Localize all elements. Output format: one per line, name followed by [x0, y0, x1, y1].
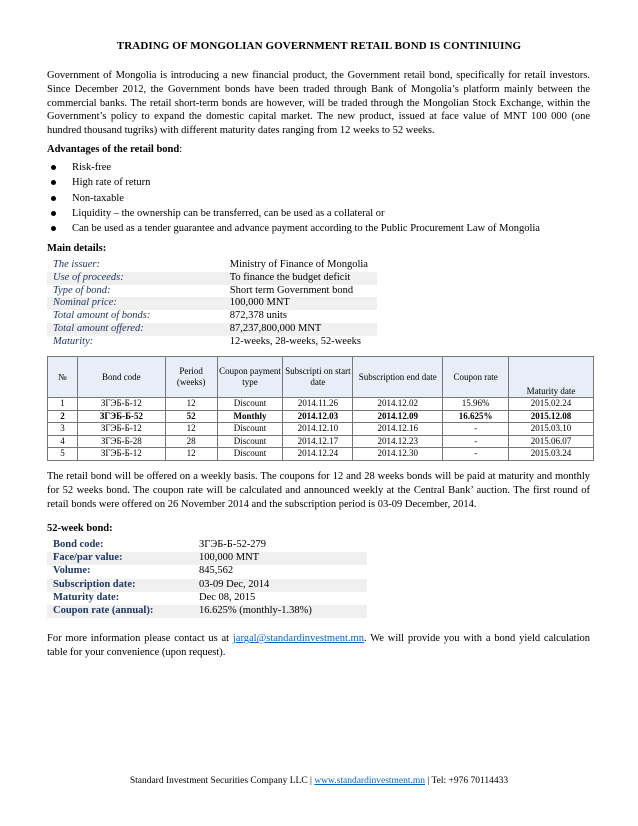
detail-value: Dec 08, 2015: [199, 591, 256, 603]
table-cell: 16.625%: [443, 410, 509, 423]
table-cell: 3: [48, 423, 78, 436]
detail-label: Nominal price:: [53, 297, 117, 309]
page-title: TRADING OF MONGOLIAN GOVERNMENT RETAIL BOND IS CONTINIUING: [116, 40, 522, 52]
table-cell: ЗГЭБ-Б-52: [77, 410, 165, 423]
detail-row: [47, 285, 377, 298]
advantages-list: [47, 160, 607, 236]
detail-label: Maturity date:: [53, 591, 120, 603]
table-row: [48, 398, 594, 411]
detail-value: Ministry of Finance of Mongolia: [229, 259, 368, 270]
table-cell: ЗГЭБ-Б-12: [77, 448, 165, 461]
main-details-heading: Main details:: [47, 243, 107, 254]
detail-row: [47, 272, 377, 285]
table-cell: 52: [165, 410, 217, 423]
table-cell: 2: [48, 410, 78, 423]
detail-label: Type of bond:: [53, 284, 111, 296]
list-item-text: Non-taxable: [72, 192, 124, 204]
detail-value: 12-weeks, 28-weeks, 52-weeks: [229, 335, 361, 347]
table-cell: 2014.12.17: [283, 435, 353, 448]
offering-paragraph: The retail bond will be offered on a weekly basis. The coupons for 12 and 28 weeks bonds will be paid at maturity and monthly for 52 weeks bond. The coupon rate will be calculated and announced weekly at the Central Bank’ auction. The first round of retail bonds were offered on 26 November 2014 and the subscription period is 03-09 December, 2014.: [47, 471, 590, 510]
detail-label: Subscription date:: [53, 578, 136, 590]
detail-value: 100,000 MNT: [199, 552, 260, 564]
table-row: [48, 423, 594, 436]
bond-table: [47, 356, 594, 461]
week52-heading: 52-week bond:: [47, 523, 113, 534]
detail-row: [47, 579, 367, 592]
detail-value: ЗГЭБ-Б-52-279: [199, 539, 267, 550]
list-item: [47, 160, 607, 175]
detail-value: To finance the budget deficit: [229, 271, 351, 283]
table-row: [48, 435, 594, 448]
contact-paragraph: [47, 632, 590, 660]
detail-label: The issuer:: [53, 259, 100, 270]
detail-row: [47, 539, 367, 552]
table-cell: -: [443, 435, 509, 448]
detail-row: [47, 323, 377, 336]
table-cell: Discount: [217, 448, 283, 461]
list-item: [47, 206, 607, 221]
footer-phone: Tel: +976 70114433: [431, 776, 509, 786]
table-cell: 15.96%: [443, 398, 509, 411]
detail-value: 845,562: [199, 565, 234, 577]
table-cell: ЗГЭБ-Б-28: [77, 435, 165, 448]
column-header-maturity-date: Maturity date: [509, 357, 594, 398]
table-cell: Discount: [217, 398, 283, 411]
advantages-heading: [47, 144, 182, 155]
advantages-heading-text: Advantages of the retail bond: [47, 144, 180, 155]
advantages-heading-colon: :: [179, 144, 183, 155]
table-cell: ЗГЭБ-Б-12: [77, 423, 165, 436]
detail-label: Volume:: [53, 565, 91, 577]
detail-row: [47, 552, 367, 565]
table-row: [48, 410, 594, 423]
table-cell: 2014.12.03: [283, 410, 353, 423]
table-cell: -: [443, 448, 509, 461]
detail-value: 100,000 MNT: [229, 297, 290, 309]
table-cell: 2015.03.24: [509, 448, 594, 461]
list-item-text: High rate of return: [72, 177, 151, 189]
footer-separator: |: [307, 776, 315, 786]
detail-label: Coupon rate (annual):: [53, 604, 154, 616]
detail-label: Use of proceeds:: [53, 271, 124, 283]
bullet-icon: [51, 211, 56, 216]
detail-row: [47, 592, 367, 605]
table-cell: 2014.12.23: [353, 435, 443, 448]
table-cell: 2014.12.10: [283, 423, 353, 436]
bullet-icon: [51, 226, 56, 231]
table-cell: 2015.02.24: [509, 398, 594, 411]
detail-value: 03-09 Dec, 2014: [199, 578, 270, 590]
footer-company: Standard Investment Securities Company LLC: [129, 776, 308, 786]
detail-label: Total amount offered:: [53, 322, 144, 334]
table-cell: 12: [165, 423, 217, 436]
column-header-number: №: [48, 357, 78, 398]
list-item-text: Can be used as a tender guarantee and advance payment according to the Public Procurement Law of Mongolia: [72, 223, 540, 235]
detail-label: Bond code:: [53, 539, 104, 550]
table-cell: 4: [48, 435, 78, 448]
table-cell: 2014.12.24: [283, 448, 353, 461]
detail-row: [47, 297, 377, 310]
detail-label: Total amount of bonds:: [53, 310, 151, 322]
bullet-icon: [51, 180, 56, 185]
main-details-list: [47, 259, 377, 349]
contact-text-after: . We will provide you with a bond yield calculation table for your convenience (upon request).: [47, 633, 590, 658]
detail-value: 16.625% (monthly-1.38%): [199, 604, 312, 616]
column-header-bond-code: Bond code: [77, 357, 165, 398]
page-footer: [0, 776, 638, 786]
list-item: [47, 175, 607, 190]
intro-paragraph: Government of Mongolia is introducing a new financial product, the Government retail bond, specifically for retail investors. Since December 2012, the Government bonds have been traded through Bank of Mongolia’s platform mainly between the commercial banks. The retail short-term bonds are however, will be traded through the Mongolian Stock Exchange, within the Government’s policy to expand the domestic capital market. The new product, issued at face value of MNT 100 000 (one hundred thousand tugriks) with different maturity dates ranging from 12 weeks to 52 weeks.: [47, 70, 590, 137]
table-header-row: [48, 357, 594, 398]
detail-row: [47, 565, 367, 578]
list-item-text: Risk-free: [72, 162, 112, 173]
table-cell: 2015.03.10: [509, 423, 594, 436]
table-cell: 12: [165, 448, 217, 461]
column-header-end-date: Subscription end date: [353, 357, 443, 398]
contact-text-before: For more information please contact us at: [47, 633, 233, 644]
table-cell: 2014.12.30: [353, 448, 443, 461]
detail-row: [47, 259, 377, 272]
table-cell: 12: [165, 398, 217, 411]
detail-row: [47, 336, 377, 349]
detail-value: 87,237,800,000 MNT: [229, 322, 322, 334]
table-cell: 5: [48, 448, 78, 461]
list-item: [47, 191, 607, 206]
table-cell: 2015.06.07: [509, 435, 594, 448]
table-cell: 2015.12.08: [509, 410, 594, 423]
list-item-text: Liquidity – the ownership can be transferred, can be used as a collateral or: [72, 207, 385, 219]
column-header-period: Period (weeks): [165, 357, 217, 398]
table-cell: ЗГЭБ-Б-12: [77, 398, 165, 411]
detail-value: Short term Government bond: [229, 284, 354, 296]
detail-row: [47, 310, 377, 323]
table-cell: 2014.12.16: [353, 423, 443, 436]
detail-value: 872,378 units: [229, 310, 287, 322]
table-row: [48, 448, 594, 461]
footer-separator: |: [425, 776, 432, 786]
table-cell: 2014.11.26: [283, 398, 353, 411]
table-cell: Discount: [217, 435, 283, 448]
footer-website-link[interactable]: www.standardinvestment.mn: [314, 776, 426, 786]
table-cell: Monthly: [217, 410, 283, 423]
detail-row: [47, 605, 367, 618]
column-header-coupon-rate: Coupon rate: [443, 357, 509, 398]
table-cell: 2014.12.02: [353, 398, 443, 411]
column-header-coupon-type: Coupon payment type: [217, 357, 283, 398]
detail-label: Face/par value:: [53, 552, 123, 564]
detail-label: Maturity:: [53, 335, 94, 347]
table-cell: 1: [48, 398, 78, 411]
bullet-icon: [51, 196, 56, 201]
bullet-icon: [51, 165, 56, 170]
list-item: [47, 221, 607, 236]
column-header-start-date: Subscripti on start date: [283, 357, 353, 398]
week52-details-list: [47, 539, 367, 618]
contact-email-link[interactable]: jargal@standardinvestment.mn: [232, 633, 364, 644]
table-cell: 2014.12.09: [353, 410, 443, 423]
table-cell: Discount: [217, 423, 283, 436]
table-cell: 28: [165, 435, 217, 448]
table-cell: -: [443, 423, 509, 436]
